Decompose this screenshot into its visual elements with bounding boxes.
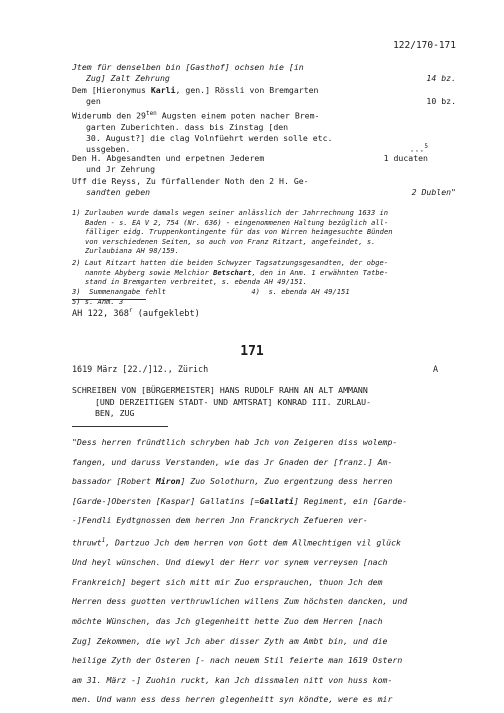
- page-reference: 122/170-171: [393, 40, 456, 51]
- source-reference: AH 122, 368$^r$ (aufgeklebt): [72, 307, 200, 319]
- entry-line: Zug] Zalt Zehrung: [86, 73, 170, 83]
- body-line: -]Fendli Eydtgnossen dem herren Jnn Franckrych Zefueren ver-: [72, 515, 368, 526]
- footnote-line: fälliger eidg. Truppenkontingente für das von Wirren heimgesuchte Bünden: [85, 227, 393, 237]
- footnote-line: von verschiedenen Seiten, so auch von Franz Ritzart, angefeindet, s.: [85, 236, 376, 246]
- source-divider: [72, 299, 146, 300]
- entry-line: Uff die Reyss, Zu fürfallender Noth den 2 H. Ge-: [72, 176, 309, 186]
- date-line: [72, 364, 456, 376]
- date-place: 1619 März [22./]12., Zürich: [72, 364, 209, 374]
- body-line: "Dess herren fründtlich schryben hab Jch von Zeigeren diss wolemp-: [72, 437, 398, 447]
- entry-poten: [72, 108, 456, 155]
- body-line: Frankreich] begert sich mitt mir Zuo ersprauchen, thuon Jch dem: [72, 576, 383, 587]
- body-line: Zug] Zekommen, die wyl Jch aber disser Zyth am Ambt bin, und die: [72, 635, 388, 646]
- footnote-line: 1) Zurlauben wurde damals wegen seiner anlässlich der Jahrrechnung 1633 in: [72, 208, 389, 217]
- title-line: SCHREIBEN VON [BÜRGERMEISTER] HANS RUDOLF RAHN AN ALT AMMANN: [72, 385, 368, 395]
- footnote-line: stand in Bremgarten verbreitet, s. ebenda AH 49/151.: [85, 277, 308, 287]
- entry-amount: 2 Dublen": [411, 187, 456, 197]
- footnote-line: Zurlaubiana AH 98/159.: [85, 246, 179, 256]
- footnote-line: nannte Abyberg sowie Melchior Betschart, den in Anm. 1 erwähnten Tatbe-: [85, 267, 389, 277]
- title-line: [UND DERZEITIGEN STADT- UND AMTSRAT] KONRAD III. ZURLAU-: [95, 396, 372, 407]
- entry-roessli: [72, 85, 456, 107]
- document-class: A: [432, 364, 438, 374]
- footnote-line: 2) Laut Ritzart hatten die beiden Schwyzer Tagsatzungsgesandten, der obge-: [72, 258, 389, 267]
- title-line: BEN, ZUG: [95, 408, 135, 419]
- entry-line: Widerumb den $29^{ten}$ Augsten einem poten nacher Brem-: [72, 110, 320, 121]
- body-line: möchte Wünschen, das Jch glegenheitt hette Zuo dem Herren [nach: [72, 616, 383, 627]
- body-line: Herren dess guotten verthruwlichen willens Zum höchsten dancken, und: [72, 596, 408, 607]
- entry-line: sandten geben: [86, 187, 151, 197]
- footnote-3-4: 3) Summenangabe fehlt 4) s. ebenda AH 49/151: [72, 287, 350, 296]
- entry-ochsen: [72, 62, 456, 84]
- body-line: men. Und wann ess dess herren glegenheitt syn köndte, were es mir: [72, 694, 393, 705]
- body-line: fangen, und daruss Verstanden, wie das Jr Gnaden der [franz.] Am-: [72, 456, 393, 467]
- entry-line: und Jr Zehrung: [86, 164, 156, 174]
- footnote-2: [72, 258, 456, 287]
- title-divider: [72, 426, 168, 427]
- body-line: [Garde-]Obersten [Kaspar] Gallatins [=Gallati] Regiment, ein [Garde-: [72, 495, 408, 506]
- footnote-5: 5) s. Anm. 3: [72, 297, 124, 306]
- body-line: Und heyl wünschen. Und diewyl der Herr vor synem verreysen [nach: [72, 557, 388, 568]
- entry-line: 30. August?] die clag Volnfüehrt werden solle etc.: [86, 132, 333, 143]
- entry-amount: 14 bz.: [426, 73, 456, 83]
- entry-line: Dem [Hieronymus Karli, gen.] Rössli von Bremgarten: [72, 85, 319, 95]
- body-line: thruwt$^1$, Dartzuo Jch dem herren von Gott dem Allmechtigen vil glück: [72, 536, 401, 548]
- document-number: 171: [240, 344, 264, 359]
- entry-line: Jtem für denselben bin [Gasthof] ochsen hie [in: [72, 62, 304, 72]
- entry-line: ussgeben.: [86, 143, 131, 154]
- letter-body: [72, 433, 456, 710]
- body-line: heilige Zyth der Osteren [- nach neuem Stil feierte man 1619 Ostern: [72, 655, 403, 666]
- footnote-line: Baden - s. EA V 2, 754 (Nr. 636) - eingenommenen Haltung bezüglich all-: [85, 217, 389, 227]
- body-line: am 31. März -] Zuohin ruckt, kan Jch dissmalen nitt von huss kom-: [72, 674, 393, 685]
- document-title: [72, 385, 371, 420]
- entry-amount: 10 bz.: [426, 96, 456, 106]
- body-line: bassador [Robert Miron] Zuo Solothurn, Zuo ergentzung dess herren: [72, 476, 393, 487]
- entry-amount: 1 ducaten: [383, 153, 428, 163]
- entry-line: Den H. Abgesandten und erpetnen Jederem: [72, 153, 265, 163]
- footnote-1: [72, 208, 456, 256]
- entry-line: garten Zuberichten. dass bis Zinstag [den: [86, 121, 289, 132]
- entry-abgesandten: [72, 153, 456, 175]
- entry-reyss: [72, 176, 456, 198]
- entry-amount: ...$^5$: [409, 143, 428, 154]
- entry-line: gen: [86, 96, 101, 106]
